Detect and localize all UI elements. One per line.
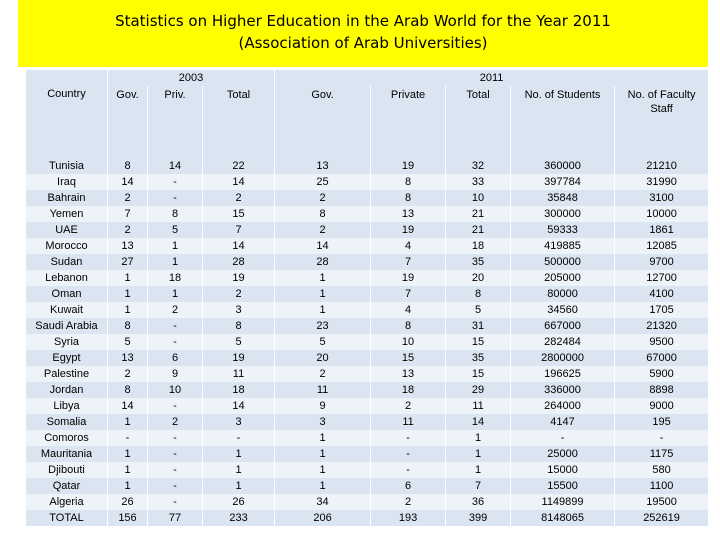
total-country-cell: TOTAL (26, 510, 108, 526)
table-row (26, 270, 709, 286)
total-2003-cell: 3 (203, 414, 275, 430)
gov-2003-cell: 1 (108, 414, 148, 430)
students-cell: 1149899 (511, 494, 615, 510)
gov-2003-cell: 27 (108, 254, 148, 270)
gov-2011-cell: 11 (275, 382, 371, 398)
students-cell: 196625 (511, 366, 615, 382)
priv-2003-cell: - (148, 318, 203, 334)
priv-2003-cell: - (148, 190, 203, 206)
total-2011-cell: 1 (446, 430, 511, 446)
total-2003-cell: 14 (203, 398, 275, 414)
total-2003-cell: 14 (203, 238, 275, 254)
faculty-staff-cell: 1705 (615, 302, 709, 318)
country-cell: Algeria (26, 494, 108, 510)
country-cell: Qatar (26, 478, 108, 494)
header-private-2011: Private (371, 86, 446, 158)
total-2003-cell: 8 (203, 318, 275, 334)
table-row (26, 478, 709, 494)
gov-2003-cell: 8 (108, 382, 148, 398)
priv-2003-cell: 1 (148, 286, 203, 302)
priv-2003-cell: 2 (148, 302, 203, 318)
country-cell: Lebanon (26, 270, 108, 286)
gov-2003-cell: 5 (108, 334, 148, 350)
country-cell: Saudi Arabia (26, 318, 108, 334)
gov-2011-cell: 25 (275, 174, 371, 190)
total-2011-cell: 21 (446, 222, 511, 238)
table-row (26, 446, 709, 462)
faculty-staff-cell: 1861 (615, 222, 709, 238)
country-cell: Tunisia (26, 158, 108, 174)
gov-2003-cell: 13 (108, 238, 148, 254)
private-2011-cell: 15 (371, 350, 446, 366)
total-2011-cell: 29 (446, 382, 511, 398)
total-2011-cell: 21 (446, 206, 511, 222)
total-2003-cell: 19 (203, 270, 275, 286)
gov-2003-cell: 2 (108, 190, 148, 206)
gov-2003-cell: 1 (108, 302, 148, 318)
gov-2011-cell: 2 (275, 222, 371, 238)
private-2011-cell: - (371, 462, 446, 478)
total-2003-cell: 3 (203, 302, 275, 318)
country-cell: Kuwait (26, 302, 108, 318)
table-row (26, 398, 709, 414)
students-cell: 336000 (511, 382, 615, 398)
students-cell: 500000 (511, 254, 615, 270)
total-2011-cell: 10 (446, 190, 511, 206)
total-2003-cell: 15 (203, 206, 275, 222)
page-title (18, 10, 708, 54)
faculty-staff-cell: 10000 (615, 206, 709, 222)
private-2011-cell: 18 (371, 382, 446, 398)
gov-2003-cell: 8 (108, 318, 148, 334)
country-cell: UAE (26, 222, 108, 238)
total-row (26, 510, 709, 526)
faculty-staff-cell: 195 (615, 414, 709, 430)
total-2011-cell: 8 (446, 286, 511, 302)
country-cell: Mauritania (26, 446, 108, 462)
gov-2011-cell: 9 (275, 398, 371, 414)
gov-2011-cell: 1 (275, 462, 371, 478)
total-2011-cell: 15 (446, 334, 511, 350)
private-2011-cell: 4 (371, 302, 446, 318)
total-2003-cell: - (203, 430, 275, 446)
total-2003-cell: 2 (203, 190, 275, 206)
total-total-2011-cell: 399 (446, 510, 511, 526)
gov-2003-cell: 26 (108, 494, 148, 510)
total-2011-cell: 15 (446, 366, 511, 382)
gov-2011-cell: 3 (275, 414, 371, 430)
faculty-staff-cell: 67000 (615, 350, 709, 366)
faculty-staff-cell: 5900 (615, 366, 709, 382)
table-row (26, 302, 709, 318)
gov-2011-cell: 23 (275, 318, 371, 334)
students-cell: 59333 (511, 222, 615, 238)
total-2003-cell: 26 (203, 494, 275, 510)
faculty-staff-cell: 12085 (615, 238, 709, 254)
header-gov-2003: Gov. (108, 86, 148, 158)
gov-2011-cell: 5 (275, 334, 371, 350)
private-2011-cell: 13 (371, 366, 446, 382)
gov-2011-cell: 1 (275, 478, 371, 494)
private-2011-cell: - (371, 446, 446, 462)
gov-2011-cell: 1 (275, 270, 371, 286)
title-line-1: Statistics on Higher Education in the Arab World for the Year 2011 (115, 12, 611, 30)
priv-2003-cell: 6 (148, 350, 203, 366)
faculty-staff-cell: 3100 (615, 190, 709, 206)
private-2011-cell: 2 (371, 494, 446, 510)
table-row (26, 254, 709, 270)
students-cell: 2800000 (511, 350, 615, 366)
total-gov-2003-cell: 156 (108, 510, 148, 526)
country-cell: Sudan (26, 254, 108, 270)
total-total-2003-cell: 233 (203, 510, 275, 526)
header-year-2003: 2003 (108, 70, 275, 86)
private-2011-cell: 19 (371, 270, 446, 286)
gov-2011-cell: 2 (275, 366, 371, 382)
country-cell: Oman (26, 286, 108, 302)
priv-2003-cell: - (148, 430, 203, 446)
total-2011-cell: 20 (446, 270, 511, 286)
country-cell: Yemen (26, 206, 108, 222)
priv-2003-cell: - (148, 494, 203, 510)
priv-2003-cell: - (148, 446, 203, 462)
gov-2011-cell: 8 (275, 206, 371, 222)
students-cell: 360000 (511, 158, 615, 174)
faculty-staff-cell: 1175 (615, 446, 709, 462)
priv-2003-cell: 5 (148, 222, 203, 238)
table-row (26, 366, 709, 382)
students-cell: - (511, 430, 615, 446)
faculty-staff-cell: 9000 (615, 398, 709, 414)
students-cell: 397784 (511, 174, 615, 190)
table-body (26, 158, 709, 526)
gov-2003-cell: 1 (108, 270, 148, 286)
total-2011-cell: 7 (446, 478, 511, 494)
country-cell: Morocco (26, 238, 108, 254)
total-faculty-staff-cell: 252619 (615, 510, 709, 526)
students-cell: 282484 (511, 334, 615, 350)
table-row (26, 414, 709, 430)
priv-2003-cell: 1 (148, 254, 203, 270)
country-cell: Somalia (26, 414, 108, 430)
total-private-2011-cell: 193 (371, 510, 446, 526)
header-total-2003: Total (203, 86, 275, 158)
table-row (26, 350, 709, 366)
header-country: Country (26, 70, 108, 158)
gov-2003-cell: 8 (108, 158, 148, 174)
header-students: No. of Students (511, 86, 615, 158)
students-cell: 667000 (511, 318, 615, 334)
table-row (26, 382, 709, 398)
total-2003-cell: 2 (203, 286, 275, 302)
priv-2003-cell: 18 (148, 270, 203, 286)
gov-2011-cell: 34 (275, 494, 371, 510)
table-row (26, 318, 709, 334)
private-2011-cell: 13 (371, 206, 446, 222)
country-cell: Iraq (26, 174, 108, 190)
priv-2003-cell: 14 (148, 158, 203, 174)
table-row (26, 430, 709, 446)
faculty-staff-cell: 9700 (615, 254, 709, 270)
private-2011-cell: 8 (371, 318, 446, 334)
priv-2003-cell: - (148, 334, 203, 350)
private-2011-cell: 6 (371, 478, 446, 494)
priv-2003-cell: 9 (148, 366, 203, 382)
total-2011-cell: 35 (446, 350, 511, 366)
gov-2003-cell: 1 (108, 446, 148, 462)
gov-2003-cell: 7 (108, 206, 148, 222)
private-2011-cell: 2 (371, 398, 446, 414)
total-2003-cell: 18 (203, 382, 275, 398)
table-row (26, 334, 709, 350)
total-2011-cell: 31 (446, 318, 511, 334)
faculty-staff-cell: 21320 (615, 318, 709, 334)
table-row (26, 158, 709, 174)
total-2011-cell: 33 (446, 174, 511, 190)
country-cell: Comoros (26, 430, 108, 446)
priv-2003-cell: 8 (148, 206, 203, 222)
private-2011-cell: 4 (371, 238, 446, 254)
faculty-staff-cell: - (615, 430, 709, 446)
priv-2003-cell: - (148, 478, 203, 494)
gov-2003-cell: - (108, 430, 148, 446)
private-2011-cell: 19 (371, 158, 446, 174)
private-2011-cell: 19 (371, 222, 446, 238)
private-2011-cell: 8 (371, 174, 446, 190)
country-cell: Djibouti (26, 462, 108, 478)
students-cell: 4147 (511, 414, 615, 430)
table-row (26, 286, 709, 302)
private-2011-cell: - (371, 430, 446, 446)
faculty-staff-cell: 31990 (615, 174, 709, 190)
students-cell: 419885 (511, 238, 615, 254)
country-cell: Egypt (26, 350, 108, 366)
total-2011-cell: 11 (446, 398, 511, 414)
gov-2003-cell: 2 (108, 222, 148, 238)
priv-2003-cell: 1 (148, 238, 203, 254)
header-total-2011: Total (446, 86, 511, 158)
gov-2003-cell: 14 (108, 174, 148, 190)
faculty-staff-cell: 4100 (615, 286, 709, 302)
students-cell: 35848 (511, 190, 615, 206)
students-cell: 34560 (511, 302, 615, 318)
gov-2011-cell: 1 (275, 446, 371, 462)
faculty-staff-cell: 21210 (615, 158, 709, 174)
total-2003-cell: 28 (203, 254, 275, 270)
total-2003-cell: 5 (203, 334, 275, 350)
total-2003-cell: 11 (203, 366, 275, 382)
total-2003-cell: 14 (203, 174, 275, 190)
total-2003-cell: 7 (203, 222, 275, 238)
faculty-staff-cell: 580 (615, 462, 709, 478)
total-2011-cell: 35 (446, 254, 511, 270)
total-2011-cell: 32 (446, 158, 511, 174)
gov-2003-cell: 1 (108, 478, 148, 494)
private-2011-cell: 7 (371, 254, 446, 270)
title-line-2: (Association of Arab Universities) (238, 34, 488, 52)
students-cell: 205000 (511, 270, 615, 286)
gov-2003-cell: 2 (108, 366, 148, 382)
students-cell: 15000 (511, 462, 615, 478)
country-cell: Palestine (26, 366, 108, 382)
table-row (26, 238, 709, 254)
total-2011-cell: 14 (446, 414, 511, 430)
table-row (26, 494, 709, 510)
private-2011-cell: 8 (371, 190, 446, 206)
students-cell: 80000 (511, 286, 615, 302)
total-2003-cell: 1 (203, 446, 275, 462)
gov-2011-cell: 14 (275, 238, 371, 254)
table-row (26, 190, 709, 206)
statistics-table (25, 70, 709, 526)
country-cell: Jordan (26, 382, 108, 398)
total-students-cell: 8148065 (511, 510, 615, 526)
gov-2003-cell: 14 (108, 398, 148, 414)
gov-2003-cell: 1 (108, 286, 148, 302)
students-cell: 25000 (511, 446, 615, 462)
total-2011-cell: 18 (446, 238, 511, 254)
total-2011-cell: 5 (446, 302, 511, 318)
header-year-2011: 2011 (275, 70, 709, 86)
gov-2011-cell: 1 (275, 302, 371, 318)
total-2003-cell: 19 (203, 350, 275, 366)
priv-2003-cell: - (148, 462, 203, 478)
gov-2011-cell: 2 (275, 190, 371, 206)
priv-2003-cell: - (148, 398, 203, 414)
faculty-staff-cell: 19500 (615, 494, 709, 510)
total-2011-cell: 36 (446, 494, 511, 510)
total-2003-cell: 22 (203, 158, 275, 174)
gov-2003-cell: 1 (108, 462, 148, 478)
country-cell: Bahrain (26, 190, 108, 206)
table-row (26, 462, 709, 478)
priv-2003-cell: 10 (148, 382, 203, 398)
header-priv-2003: Priv. (148, 86, 203, 158)
private-2011-cell: 7 (371, 286, 446, 302)
faculty-staff-cell: 9500 (615, 334, 709, 350)
total-2011-cell: 1 (446, 446, 511, 462)
header-faculty-staff: No. of Faculty Staff (615, 86, 709, 158)
table-row (26, 174, 709, 190)
country-cell: Syria (26, 334, 108, 350)
faculty-staff-cell: 8898 (615, 382, 709, 398)
table-row (26, 206, 709, 222)
students-cell: 300000 (511, 206, 615, 222)
gov-2011-cell: 20 (275, 350, 371, 366)
gov-2011-cell: 1 (275, 286, 371, 302)
header-gov-2011: Gov. (275, 86, 371, 158)
gov-2011-cell: 1 (275, 430, 371, 446)
students-cell: 264000 (511, 398, 615, 414)
total-gov-2011-cell: 206 (275, 510, 371, 526)
gov-2011-cell: 13 (275, 158, 371, 174)
gov-2011-cell: 28 (275, 254, 371, 270)
total-2011-cell: 1 (446, 462, 511, 478)
private-2011-cell: 10 (371, 334, 446, 350)
priv-2003-cell: - (148, 174, 203, 190)
total-2003-cell: 1 (203, 462, 275, 478)
students-cell: 15500 (511, 478, 615, 494)
gov-2003-cell: 13 (108, 350, 148, 366)
country-cell: Libya (26, 398, 108, 414)
priv-2003-cell: 2 (148, 414, 203, 430)
total-2003-cell: 1 (203, 478, 275, 494)
faculty-staff-cell: 1100 (615, 478, 709, 494)
faculty-staff-cell: 12700 (615, 270, 709, 286)
total-priv-2003-cell: 77 (148, 510, 203, 526)
private-2011-cell: 11 (371, 414, 446, 430)
table-row (26, 222, 709, 238)
